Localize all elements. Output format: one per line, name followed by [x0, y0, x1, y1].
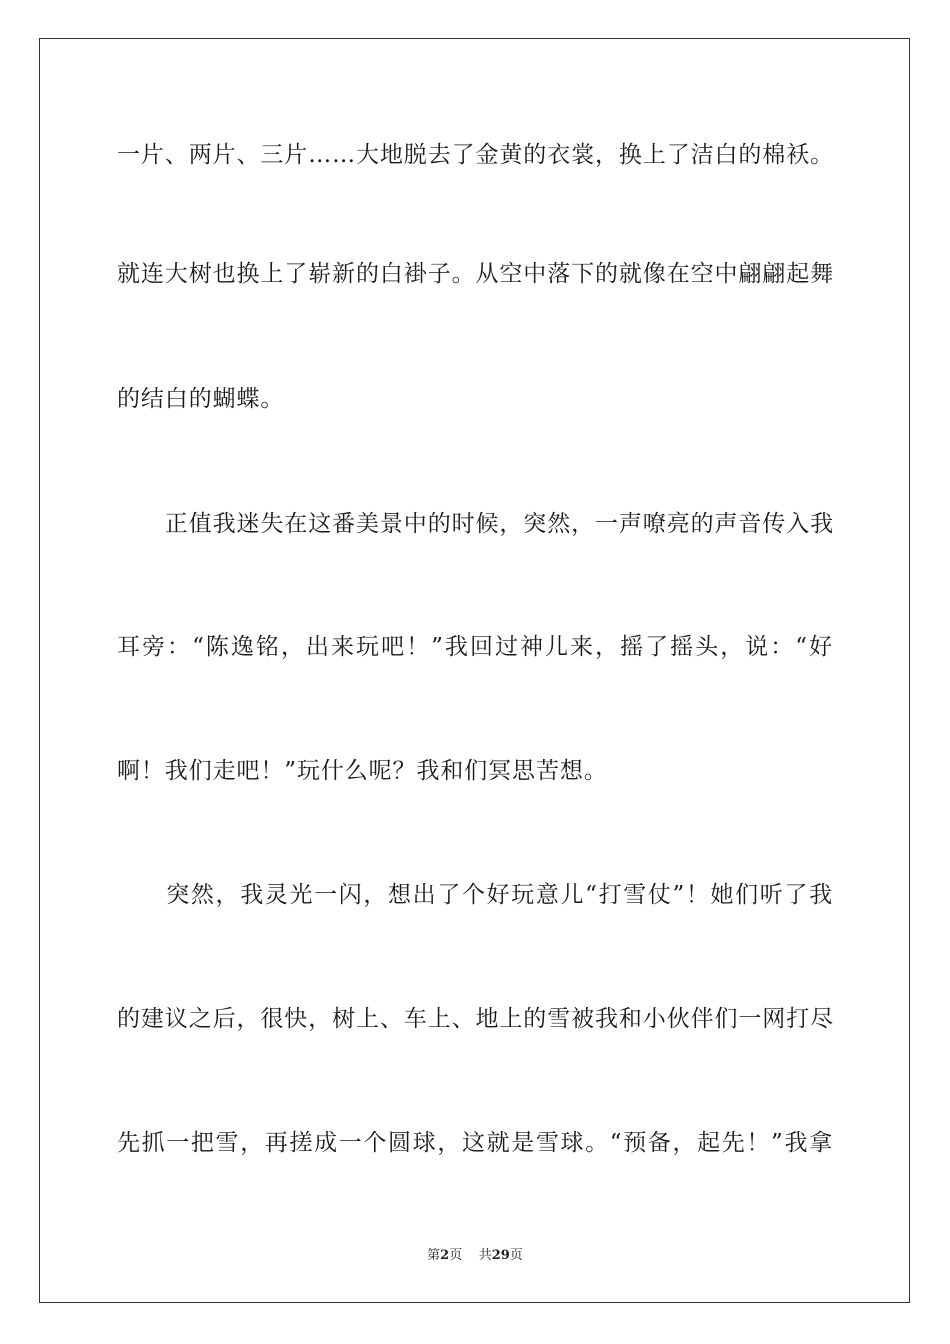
page-footer [0, 1247, 950, 1265]
footer-page-prefix: 第 [427, 1248, 441, 1263]
page-border [39, 38, 910, 1303]
body-line-4: 正值我迷失在这番美景中的时候，突然，一声嘹亮的声音传入我 [117, 511, 834, 537]
body-line-1: 一片、两片、三片……大地脱去了金黄的衣裳，换上了洁白的棉袄。 [117, 142, 834, 168]
body-line-3: 的结白的蝴蝶。 [117, 386, 285, 412]
body-line-7: 突然，我灵光一闪，想出了个好玩意儿“打雪仗”！她们听了我 [117, 882, 833, 908]
body-line-9: 先抓一把雪，再搓成一个圆球，这就是雪球。“预备，起先！”我拿 [117, 1130, 833, 1156]
footer-total-prefix: 共 [478, 1248, 492, 1263]
body-line-8: 的建议之后，很快，树上、车上、地上的雪被我和小伙伴们一网打尽 [117, 1006, 834, 1032]
footer-total-suffix: 页 [509, 1248, 523, 1263]
body-line-5: 耳旁：“陈逸铭，出来玩吧！”我回过神儿来，摇了摇头，说：“好 [117, 634, 833, 660]
footer-page-number: 2 [440, 1248, 450, 1263]
footer-total-number: 29 [491, 1248, 510, 1263]
footer-page-suffix: 页 [449, 1248, 463, 1263]
body-line-6: 啊！我们走吧！”玩什么呢？我和们冥思苦想。 [117, 758, 608, 784]
body-line-2: 就连大树也换上了崭新的白褂子。从空中落下的就像在空中翩翩起舞 [117, 261, 834, 287]
